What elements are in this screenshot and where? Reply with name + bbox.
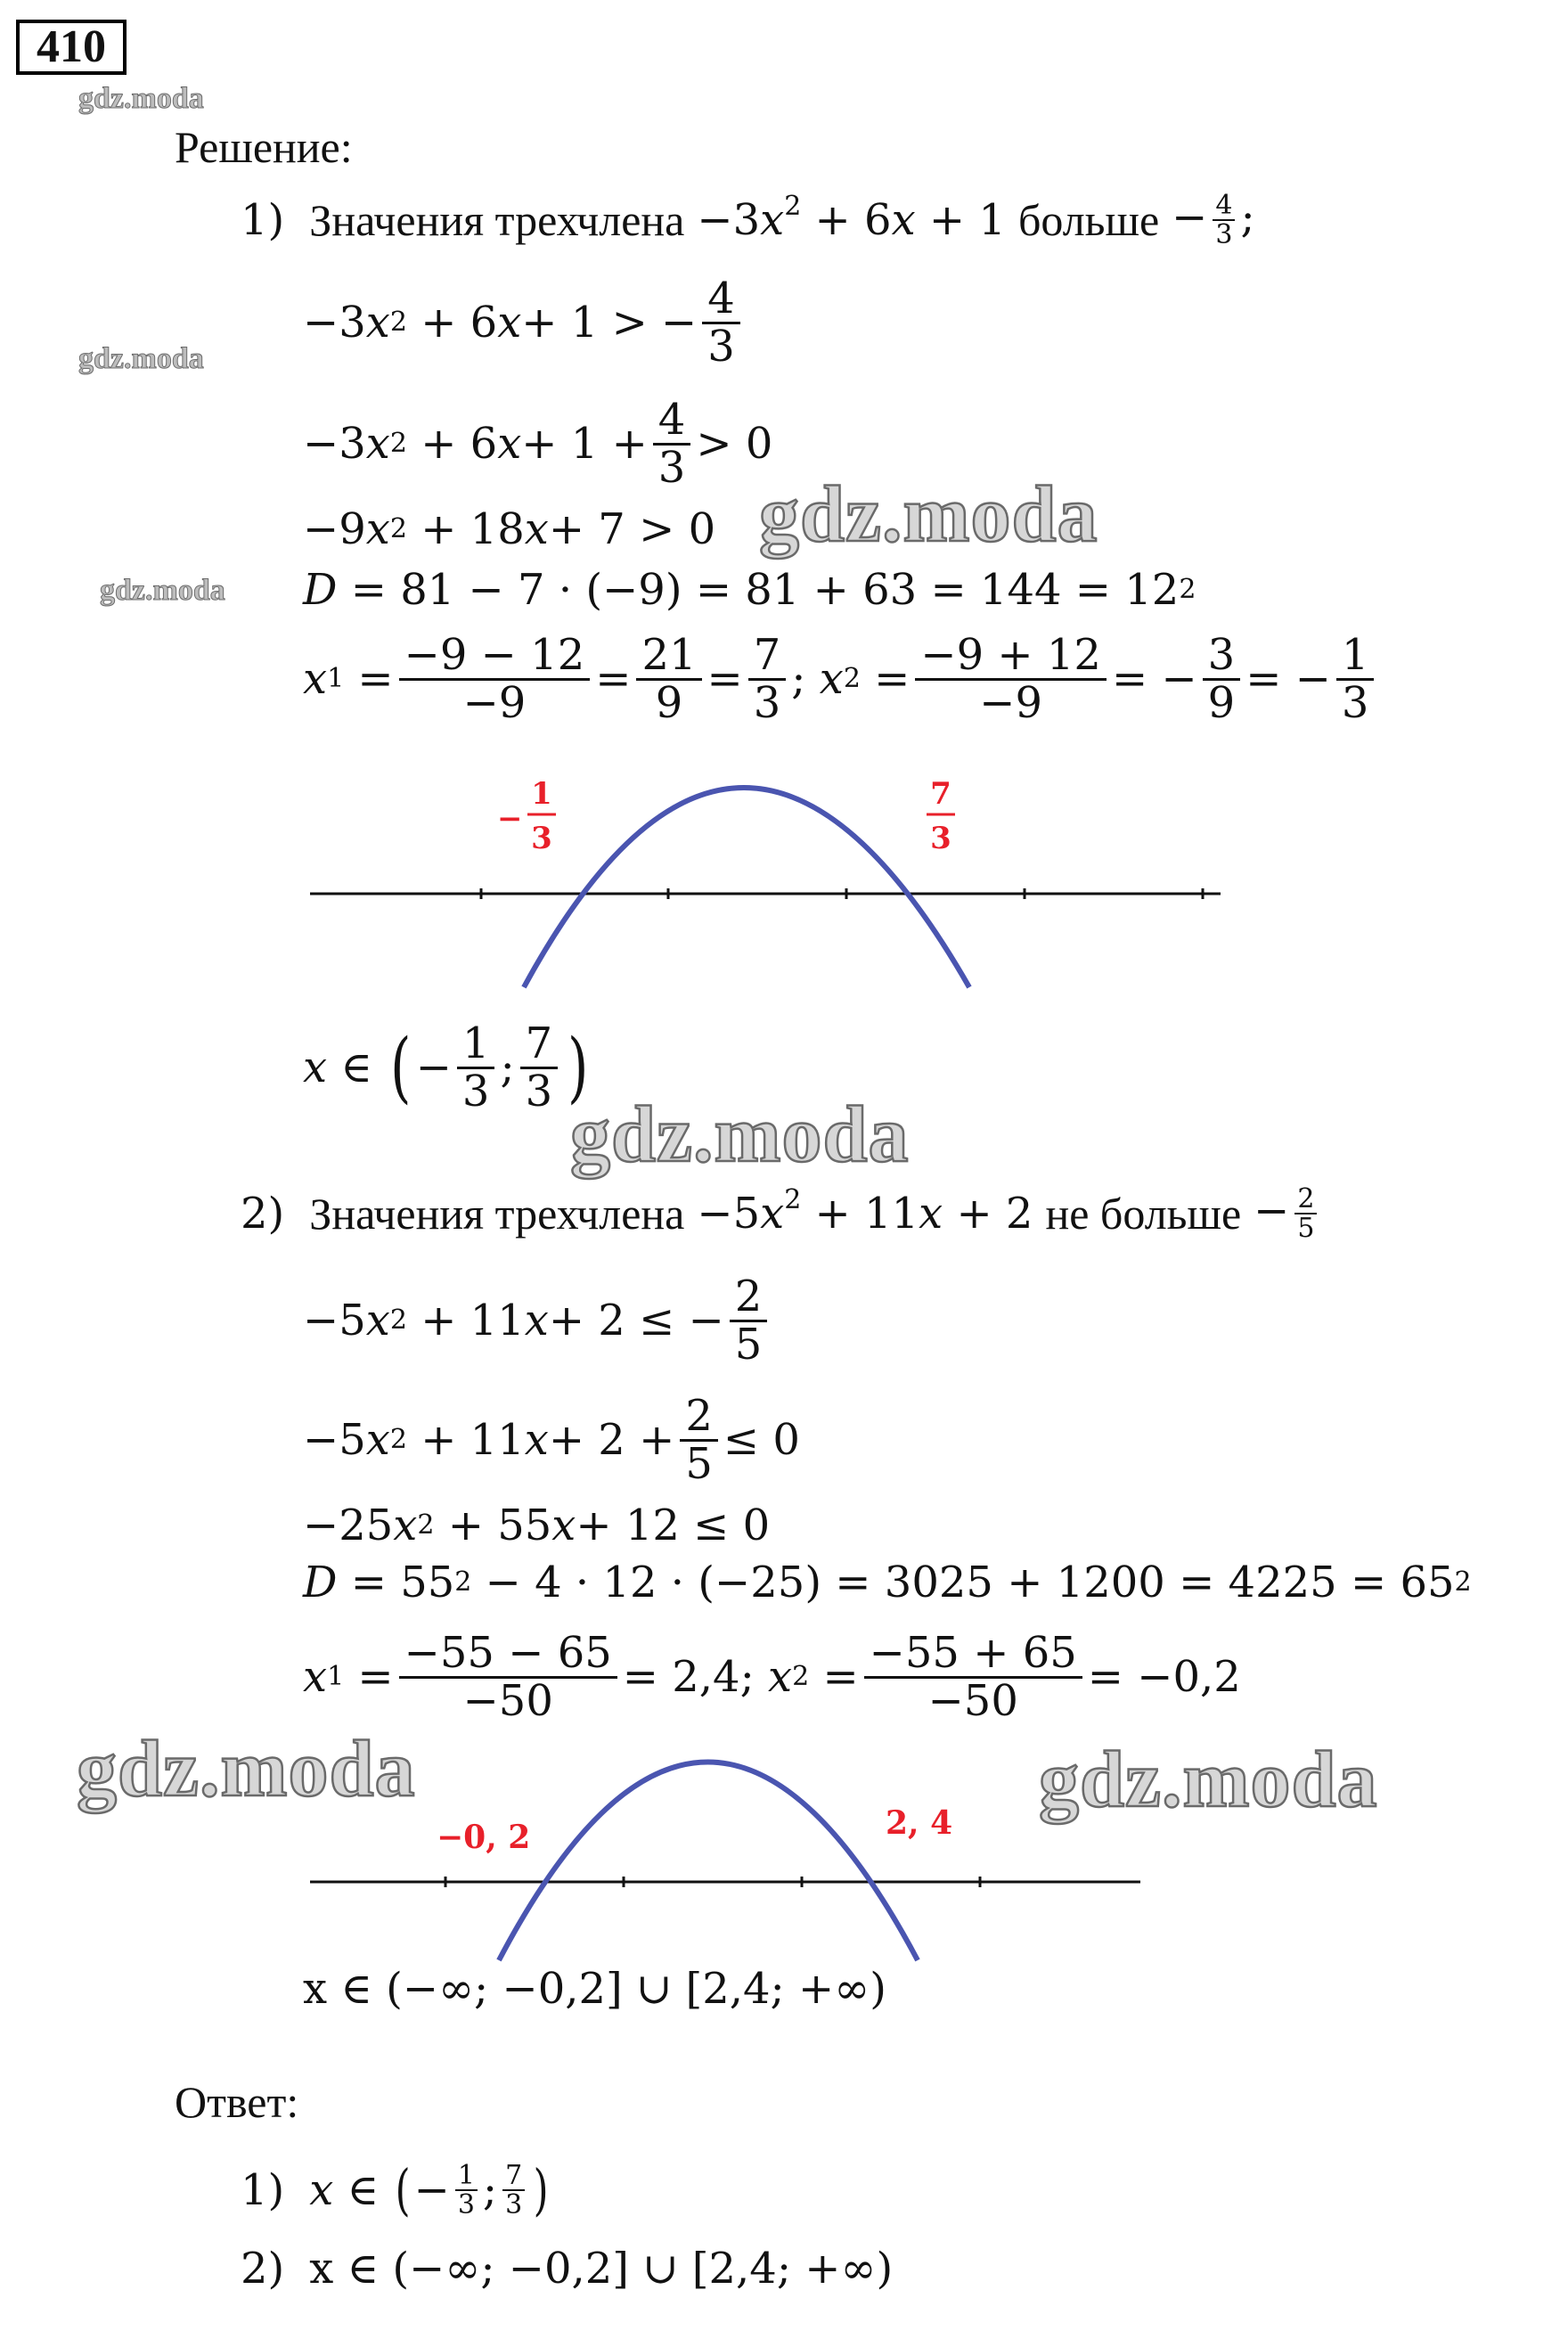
problem-number: 410: [16, 20, 127, 75]
part2-relation: не больше: [1045, 1189, 1242, 1239]
part1-step3: −9 x 2 + 18 x + 7 > 0: [303, 504, 716, 554]
part2-trinomial: $-5x^2 + 11x + 2$: [697, 1184, 1033, 1239]
part2-graph: [294, 1746, 1167, 1969]
svg-text:7: 7: [930, 776, 951, 812]
part1-step1: −3 x 2 + 6 x + 1 > − $\frac{4}{3}$: [303, 260, 746, 385]
solution-label: Решение:: [175, 122, 353, 172]
part1-trinomial: $-3x^2 + 6x + 1$: [697, 191, 1006, 245]
part2-result: x ∈ (−∞; −0,2] ∪ [2,4; +∞): [303, 1964, 886, 2014]
root-label-right: [927, 776, 955, 856]
root-label-left: −0, 2: [437, 1819, 531, 1856]
part2-prompt: Значения трехчлена: [309, 1189, 685, 1239]
parabola-curve: [499, 1762, 918, 1961]
part2-bound: − $\frac{2}{5}$: [1254, 1185, 1322, 1243]
parabola-curve: [524, 788, 969, 987]
svg-text:−: −: [497, 801, 523, 837]
root-label-right: 2, 4: [886, 1804, 953, 1842]
part1-statement: [241, 189, 1255, 251]
part1-relation: больше: [1017, 195, 1160, 245]
watermark: gdz.moda: [78, 82, 204, 115]
answer-item-2: 2) x ∈ (−∞; −0,2] ∪ [2,4; +∞): [241, 2244, 894, 2294]
part1-bound: − $\frac{4}{3}$ ;: [1172, 189, 1255, 250]
watermark: gdz.moda: [100, 574, 225, 607]
svg-text:1: 1: [531, 776, 552, 812]
part2-index: 2): [241, 1189, 285, 1239]
part1-result: x ∈ ( − $\frac{1}{3}$ ; $\frac{7}{3}$ ): [303, 1018, 589, 1116]
part2-step1: −5 x 2 + 11 x + 2 ≤ − $\frac{2}{5}$: [303, 1258, 772, 1383]
part2-roots: x 1 = $\frac{-55 - 65}{-50}$ = 2,4; x 2 = $\frac{-55 + 65}{-50}$ = −0,2: [303, 1628, 1241, 1726]
watermark: gdz.moda: [78, 342, 204, 375]
part1-prompt: Значения трехчлена: [309, 195, 685, 245]
answer-item-1: 1) x ∈ ( − $\frac{1}{3}$ ; $\frac{7}{3}$ ): [241, 2157, 549, 2222]
part1-graph: [294, 757, 1238, 1007]
watermark: gdz.moda: [759, 470, 1098, 559]
root-label-left: [497, 776, 556, 856]
svg-text:3: 3: [930, 821, 951, 856]
part1-roots: x 1 = $\frac{-9 - 12}{-9}$ = $\frac{21}{9}$ = $\frac{7}{3}$ ; x 2 = $\frac{-9 + 12}{-9}$ = − $\frac{3}{9}$ = − $\frac{1}{3}$: [303, 617, 1379, 741]
part1-discriminant: D = 81 − 7 · (−9) = 81 + 63 = 144 = 12 2: [303, 565, 1196, 615]
watermark: gdz.moda: [570, 1091, 910, 1179]
part2-discriminant: D = 55 2 − 4 · 12 · (−25) = 3025 + 1200 = 4225 = 65 2: [303, 1558, 1472, 1607]
part2-step2: −5 x 2 + 11 x + 2 + $\frac{2}{5}$ ≤ 0: [303, 1391, 800, 1489]
part2-statement: [241, 1182, 1322, 1246]
part1-index: 1): [241, 195, 285, 245]
answer-label: Ответ:: [175, 2077, 299, 2127]
watermark: gdz.moda: [77, 1725, 416, 1813]
watermark: gdz.moda: [1039, 1736, 1378, 1824]
part2-step3: −25 x 2 + 55 x + 12 ≤ 0: [303, 1501, 771, 1550]
part1-step2: −3 x 2 + 6 x + 1 + $\frac{4}{3}$ > 0: [303, 395, 773, 493]
svg-text:3: 3: [531, 821, 552, 856]
